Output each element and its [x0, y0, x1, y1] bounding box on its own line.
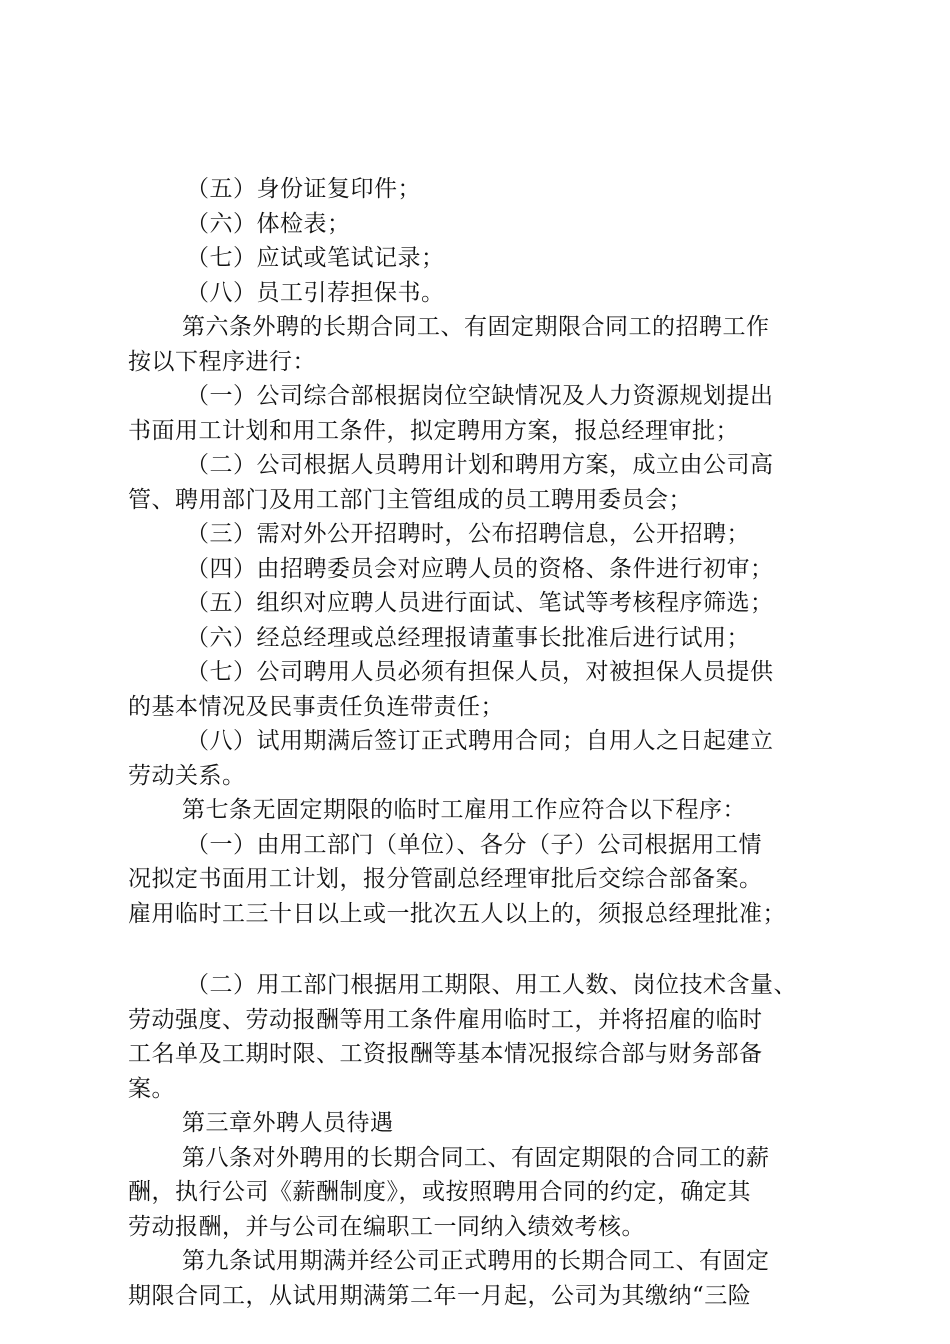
text-line: （四）由招聘委员会对应聘人员的资格、条件进行初审； — [186, 555, 774, 582]
text-line: 劳动报酬，并与公司在编职工一同纳入绩效考核。 — [128, 1213, 645, 1240]
text-line: （一）由用工部门（单位）、各分（子）公司根据用工情 — [186, 831, 762, 858]
text-line: 书面用工计划和用工条件，拟定聘用方案，报总经理审批； — [128, 417, 739, 444]
text-line: 酬，执行公司《薪酬制度》，或按照聘用合同的约定，确定其 — [128, 1179, 751, 1205]
text-line: （八）员工引荐担保书。 — [186, 279, 445, 306]
text-line: 工名单及工期时限、工资报酬等基本情况报综合部与财务部备 — [128, 1041, 763, 1067]
text-line: 期限合同工，从试用期满第二年一月起，公司为其缴纳“三险 — [128, 1282, 752, 1309]
text-line: （一）公司综合部根据岗位空缺情况及人力资源规划提出 — [186, 383, 774, 409]
text-line: 第七条无固定期限的临时工雇用工作应符合以下程序： — [182, 797, 746, 823]
text-line: （六）经总经理或总经理报请董事长批准后进行试用； — [186, 624, 750, 651]
text-line: （五）身份证复印件； — [186, 176, 421, 202]
text-line: （七）应试或笔试记录； — [186, 245, 445, 271]
chapter-heading: 第三章外聘人员待遇 — [182, 1110, 394, 1136]
text-line: （六）体检表； — [186, 210, 351, 237]
document-body — [128, 172, 838, 1313]
text-line: 案。 — [128, 1075, 175, 1102]
text-line: 况拟定书面用工计划，报分管副总经理审批后交综合部备案。 — [128, 866, 763, 892]
text-line: （三）需对外公开招聘时，公布招聘信息，公开招聘； — [186, 521, 750, 547]
text-line: 按以下程序进行： — [128, 348, 316, 375]
text-line: （八）试用期满后签订正式聘用合同；自用人之日起建立 — [186, 728, 774, 754]
text-line: 第六条外聘的长期合同工、有固定期限合同工的招聘工作 — [182, 314, 770, 340]
text-line: （七）公司聘用人员必须有担保人员，对被担保人员提供 — [186, 659, 774, 685]
text-line: 劳动关系。 — [128, 762, 246, 789]
paragraph-gap — [128, 931, 838, 968]
text-line: （五）组织对应聘人员进行面试、笔试等考核程序筛选； — [186, 590, 774, 616]
text-line: 管、聘用部门及用工部门主管组成的员工聘用委员会； — [128, 486, 692, 513]
text-line: 雇用临时工三十日以上或一批次五人以上的，须报总经理批准； — [128, 900, 786, 927]
text-line: 劳动强度、劳动报酬等用工条件雇用临时工，并将招雇的临时 — [128, 1006, 763, 1033]
text-line: （二）用工部门根据用工期限、用工人数、岗位技术含量、 — [186, 972, 797, 998]
text-line: 的基本情况及民事责任负连带责任； — [128, 693, 504, 720]
text-line: 第九条试用期满并经公司正式聘用的长期合同工、有固定 — [182, 1248, 770, 1274]
text-line: 第八条对外聘用的长期合同工、有固定期限的合同工的薪 — [182, 1144, 770, 1171]
text-line: （二）公司根据人员聘用计划和聘用方案，成立由公司高 — [186, 452, 774, 478]
